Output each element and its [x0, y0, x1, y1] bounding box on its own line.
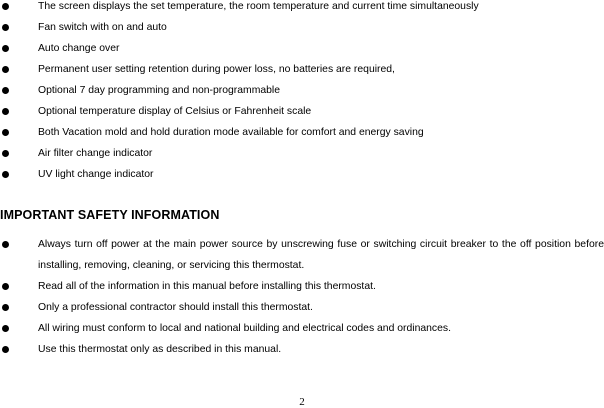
list-item-text: Use this thermostat only as described in this manual. [38, 344, 282, 355]
list-item-text: Both Vacation mold and hold duration mode available for comfort and energy saving [38, 127, 424, 138]
list-item [0, 301, 604, 322]
bullet-icon [2, 283, 9, 290]
bullet-icon [2, 66, 9, 73]
list-item [0, 126, 604, 147]
list-item [0, 168, 604, 189]
list-item [0, 21, 604, 42]
bullet-icon [2, 325, 9, 332]
list-item [0, 0, 604, 21]
list-item-text: Air filter change indicator [38, 148, 153, 159]
list-item [0, 84, 604, 105]
list-item [0, 42, 604, 63]
bullet-icon [2, 87, 9, 94]
bullet-icon [2, 241, 9, 248]
bullet-icon [2, 24, 9, 31]
list-item-text: Read all of the information in this manual before installing this thermostat. [38, 281, 376, 292]
bullet-icon [2, 129, 9, 136]
bullet-icon [2, 3, 9, 10]
bullet-icon [2, 150, 9, 157]
list-item [0, 322, 604, 343]
list-item [0, 238, 604, 280]
list-item-text: Only a professional contractor should install this thermostat. [38, 302, 313, 313]
list-item-text: Auto change over [38, 43, 120, 54]
list-item-text: The screen displays the set temperature, the room temperature and current time simultaneously [38, 1, 479, 12]
page-number: 2 [299, 396, 305, 408]
feature-list [0, 0, 604, 189]
list-item-text: Optional temperature display of Celsius or Fahrenheit scale [38, 106, 312, 117]
list-item-text: UV light change indicator [38, 169, 154, 180]
list-item [0, 105, 604, 126]
list-item-text: Fan switch with on and auto [38, 22, 167, 33]
section-heading: IMPORTANT SAFETY INFORMATION [0, 208, 220, 222]
bullet-icon [2, 108, 9, 115]
list-item-text: Optional 7 day programming and non-programmable [38, 85, 281, 96]
list-item [0, 280, 604, 301]
list-item [0, 343, 604, 364]
list-item-text: Always turn off power at the main power source by unscrewing fuse or switching circuit breaker to the off position before installing, removing, cleaning, or servicing this thermostat. [38, 239, 604, 271]
list-item-text: Permanent user setting retention during power loss, no batteries are required, [38, 64, 395, 75]
list-item [0, 63, 604, 84]
list-item [0, 147, 604, 168]
bullet-icon [2, 45, 9, 52]
safety-list [0, 238, 604, 364]
bullet-icon [2, 171, 9, 178]
bullet-icon [2, 304, 9, 311]
list-item-text: All wiring must conform to local and national building and electrical codes and ordinances. [38, 323, 451, 334]
bullet-icon [2, 346, 9, 353]
